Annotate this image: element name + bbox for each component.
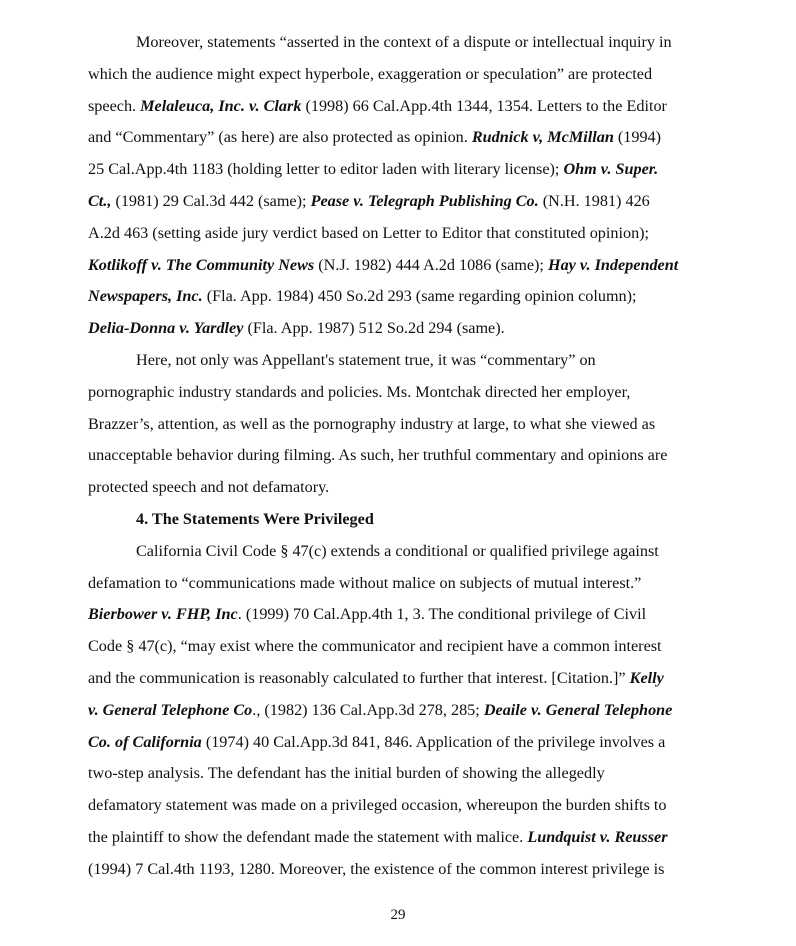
text-run: Brazzer’s, attention, as well as the pornography industry at large, to what she viewed as: [88, 414, 656, 433]
text-line: [88, 536, 712, 568]
text-run: (Fla. App. 1987) 512 So.2d 294 (same).: [243, 319, 505, 338]
text-line: [88, 599, 712, 631]
text-line: [88, 27, 712, 59]
text-run: defamatory statement was made on a privileged occasion, whereupon the burden shifts to: [88, 796, 667, 815]
text-line: [88, 218, 712, 250]
text-line: [88, 631, 712, 663]
case-citation: Pease v. Telegraph Publishing Co.: [310, 191, 539, 210]
text-line: [88, 440, 712, 472]
text-line: [88, 663, 712, 695]
text-run: ., (1982) 136 Cal.App.3d 278, 285;: [252, 700, 484, 719]
text-run: which the audience might expect hyperbole, exaggeration or speculation” are protected: [88, 64, 653, 83]
page-number: 29: [390, 907, 406, 923]
text-line: [88, 186, 712, 218]
text-run: pornographic industry standards and policies. Ms. Montchak directed her employer,: [88, 382, 631, 401]
text-line: [88, 281, 712, 313]
text-line: [88, 122, 712, 154]
case-citation: Kelly: [629, 668, 664, 687]
text-run: (N.H. 1981) 426: [538, 191, 650, 210]
case-citation: Kotlikoff v. The Community News: [88, 255, 315, 274]
text-run: protected speech and not defamatory.: [88, 478, 330, 497]
text-run: defamation to “communications made without malice on subjects of mutual interest.”: [88, 573, 642, 592]
text-run: speech.: [88, 96, 141, 115]
text-run: and the communication is reasonably calculated to further that interest. [Citation.]”: [88, 668, 630, 687]
text-line: [88, 727, 712, 759]
case-citation: Hay v. Independent: [547, 255, 679, 274]
text-line: [88, 377, 712, 409]
text-line: [88, 345, 712, 377]
text-line: [88, 409, 712, 441]
text-run: 25 Cal.App.4th 1183 (holding letter to editor laden with literary license);: [88, 160, 564, 179]
text-line: [88, 91, 712, 123]
text-line: [88, 154, 712, 186]
text-run: unacceptable behavior during filming. As such, her truthful commentary and opinions are: [88, 446, 668, 465]
text-run: and “Commentary” (as here) are also protected as opinion.: [88, 128, 472, 147]
section-heading: 4. The Statements Were Privileged: [136, 509, 374, 528]
text-run: the plaintiff to show the defendant made the statement with malice.: [88, 827, 528, 846]
text-run: Moreover, statements “asserted in the context of a dispute or intellectual inquiry in: [136, 33, 672, 51]
text-line: [88, 822, 712, 854]
case-citation: Deaile v. General Telephone: [483, 700, 673, 719]
text-line: [88, 790, 712, 822]
case-citation: v. General Telephone Co: [88, 700, 253, 719]
text-run: two-step analysis. The defendant has the initial burden of showing the allegedly: [88, 764, 605, 783]
text-run: . (1999) 70 Cal.App.4th 1, 3. The conditional privilege of Civil: [237, 605, 647, 624]
text-line: [88, 568, 712, 600]
text-run: (1974) 40 Cal.App.3d 841, 846. Application of the privilege involves a: [201, 732, 666, 751]
case-citation: Lundquist v. Reusser: [527, 827, 668, 846]
case-citation: Melaleuca, Inc. v. Clark: [140, 96, 302, 115]
text-run: Here, not only was Appellant's statement true, it was “commentary” on: [136, 350, 596, 369]
text-line: [88, 250, 712, 282]
text-line: [88, 313, 712, 345]
case-citation: Co. of California: [88, 732, 202, 751]
text-line: [88, 472, 712, 504]
text-line: [88, 59, 712, 91]
text-run: California Civil Code § 47(c) extends a conditional or qualified privilege against: [136, 541, 659, 560]
case-citation: Delia-Donna v. Yardley: [88, 319, 244, 338]
case-citation: Rudnick v, McMillan: [471, 128, 614, 147]
case-citation: Ohm v. Super.: [563, 160, 659, 179]
text-line: [88, 758, 712, 790]
text-line: [88, 695, 712, 727]
case-citation: Bierbower v. FHP, Inc: [88, 605, 238, 624]
text-run: (1998) 66 Cal.App.4th 1344, 1354. Letters to the Editor: [301, 96, 667, 115]
text-run: (1994) 7 Cal.4th 1193, 1280. Moreover, the existence of the common interest privilege is: [88, 859, 665, 878]
text-run: (1994): [613, 128, 662, 147]
text-run: (N.J. 1982) 444 A.2d 1086 (same);: [314, 255, 548, 274]
text-run: A.2d 463 (setting aside jury verdict based on Letter to Editor that constituted opinion);: [88, 223, 650, 242]
case-citation: Ct.,: [88, 191, 112, 210]
text-run: Code § 47(c), “may exist where the communicator and recipient have a common interest: [88, 637, 662, 656]
case-citation: Newspapers, Inc.: [88, 287, 203, 306]
text-run: (1981) 29 Cal.3d 442 (same);: [111, 191, 311, 210]
text-line: [88, 854, 712, 886]
text-run: (Fla. App. 1984) 450 So.2d 293 (same regarding opinion column);: [202, 287, 637, 306]
